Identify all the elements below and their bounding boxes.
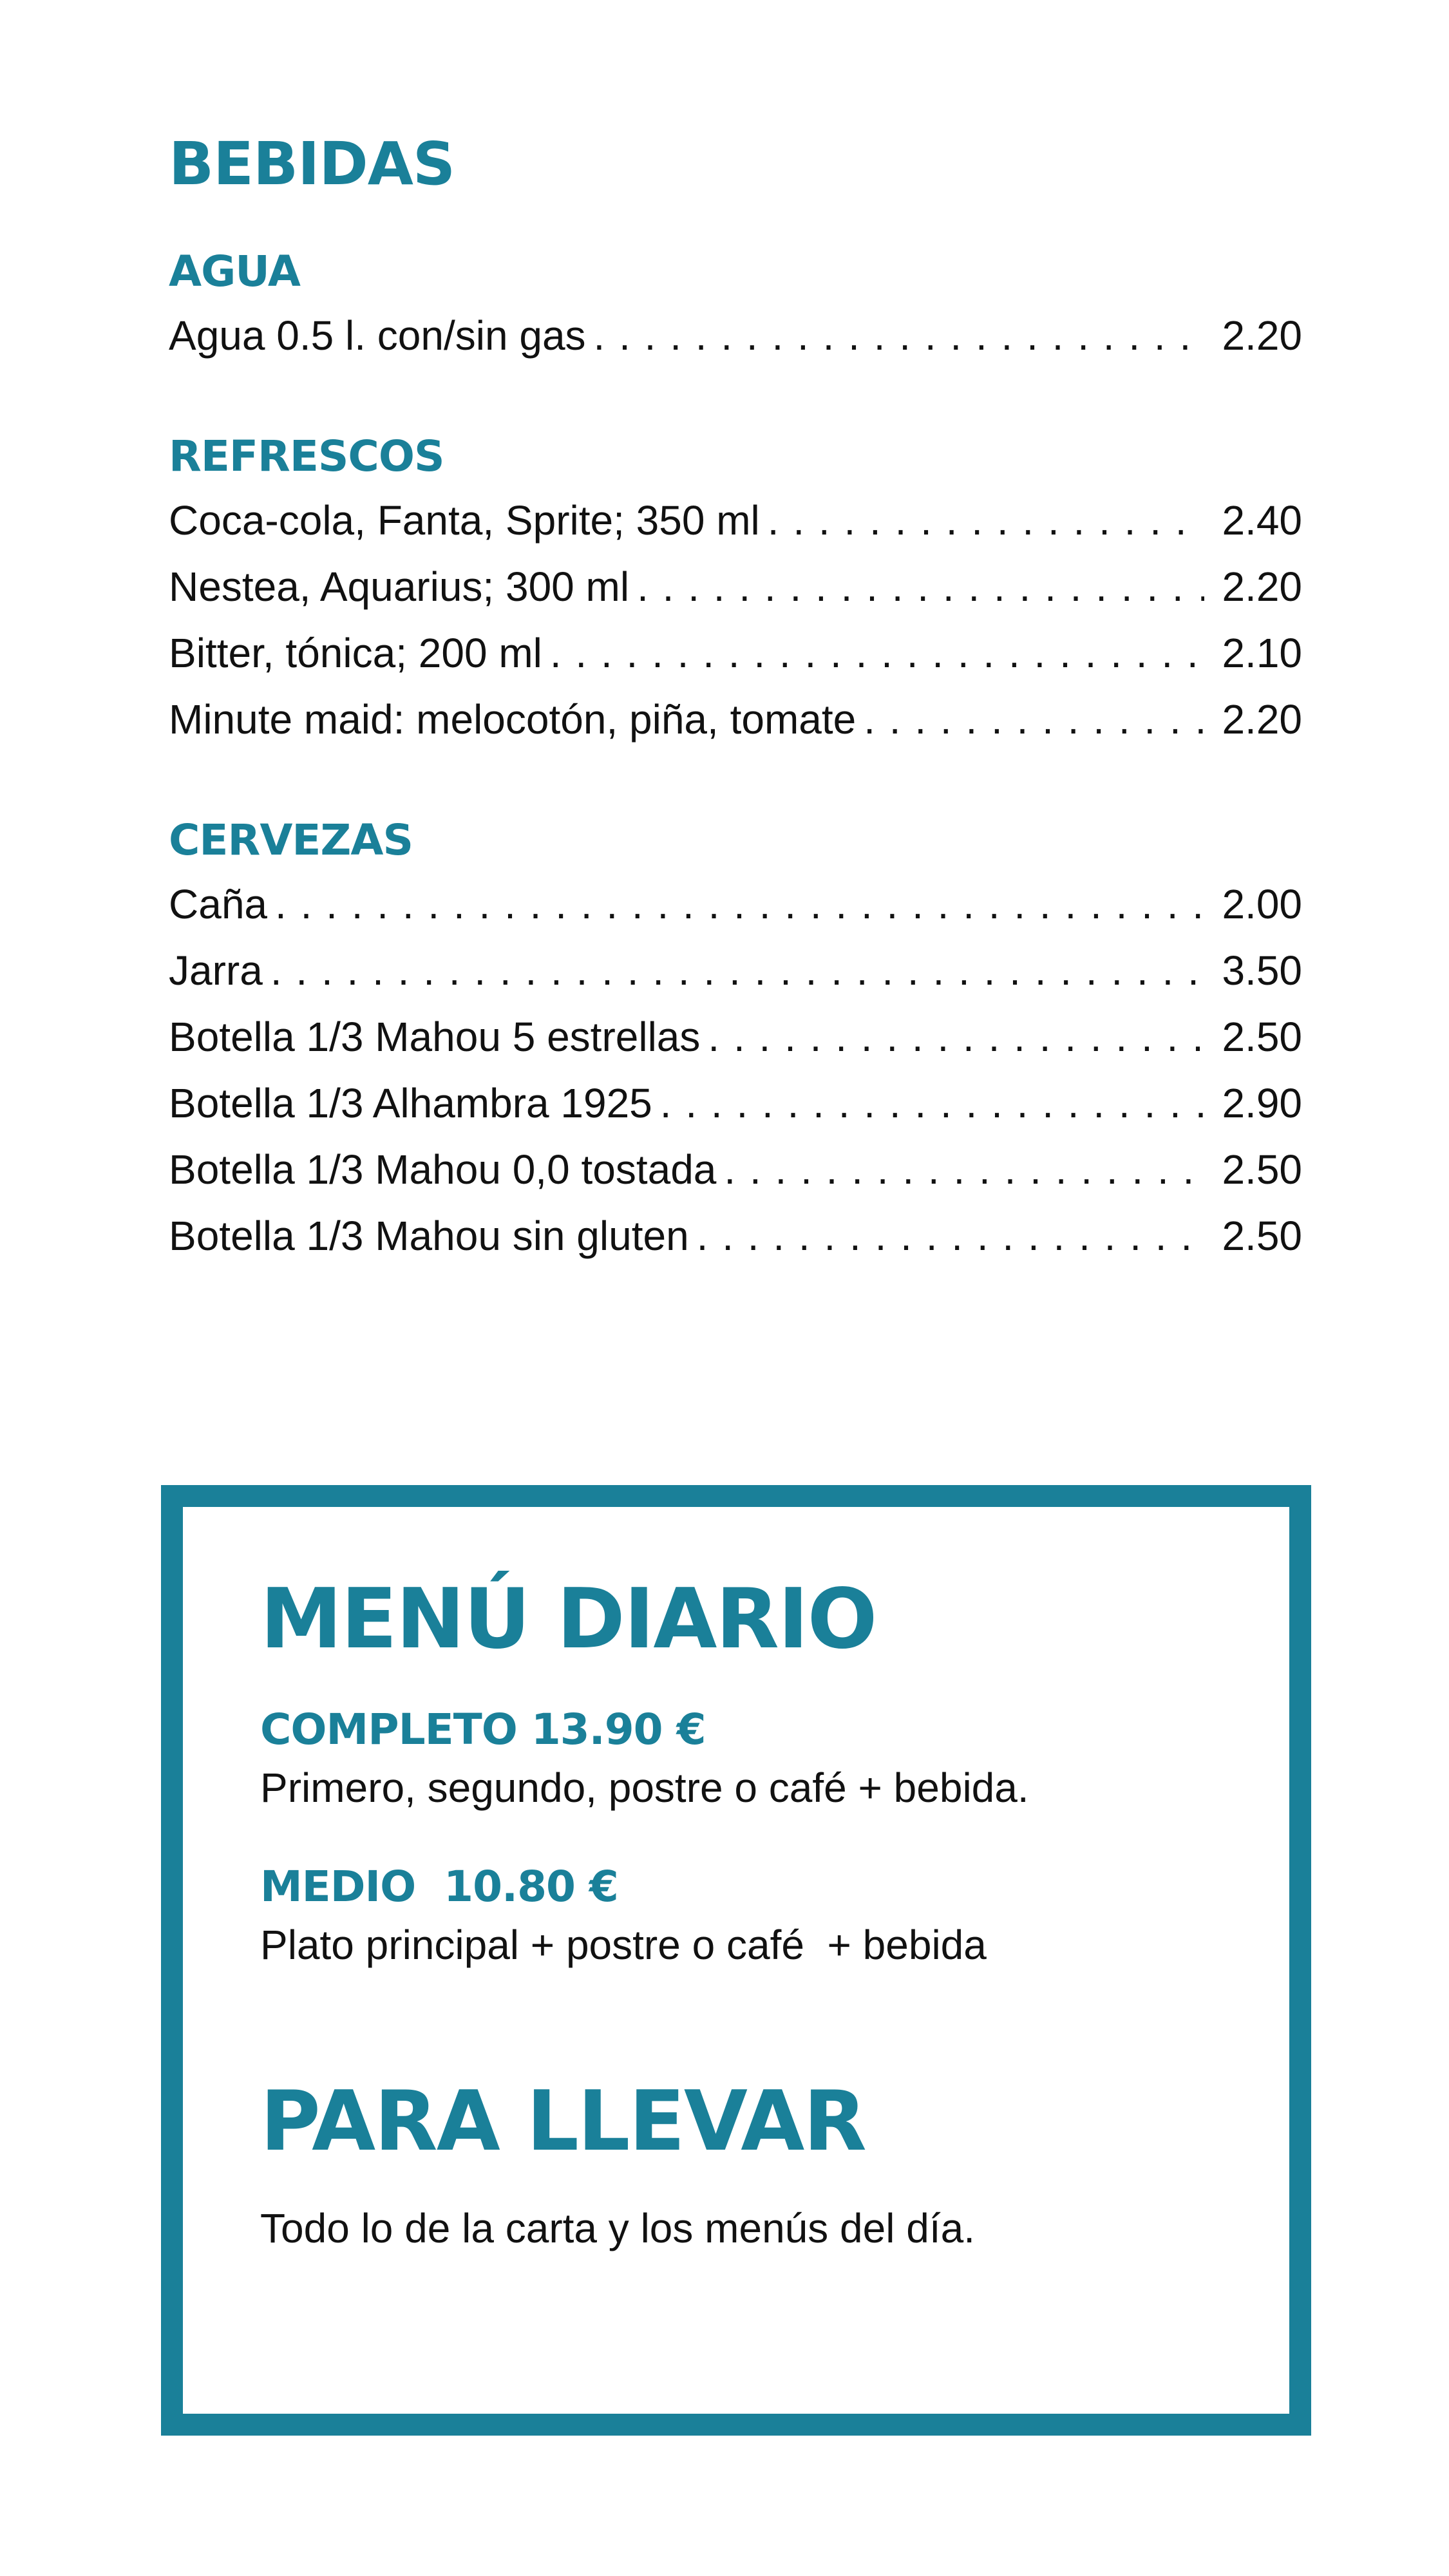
item-name: Botella 1/3 Alhambra 1925 — [169, 1080, 652, 1126]
dot-leader — [864, 687, 1204, 753]
dot-leader — [708, 1004, 1204, 1070]
completo-description: Primero, segundo, postre o café + bebida. — [260, 1765, 1029, 1811]
item-name: Botella 1/3 Mahou sin gluten — [169, 1213, 689, 1259]
menu-diario-box — [161, 1485, 1311, 2436]
item-price: 2.00 — [1222, 881, 1302, 927]
dot-leader — [275, 871, 1204, 938]
dot-leader — [550, 620, 1204, 687]
refrescos-title: REFRESCOS — [169, 431, 444, 481]
item-price: 2.20 — [1222, 564, 1302, 610]
item-name: Jarra — [169, 947, 263, 994]
item-name: Nestea, Aquarius; 300 ml — [169, 564, 630, 610]
item-price: 2.20 — [1222, 312, 1302, 359]
item-name: Botella 1/3 Mahou 0,0 tostada — [169, 1146, 717, 1193]
item-price: 2.10 — [1222, 630, 1302, 676]
dot-leader — [637, 554, 1204, 620]
menu-item — [169, 687, 1302, 753]
item-price: 3.50 — [1222, 947, 1302, 994]
item-name: Caña — [169, 881, 267, 927]
agua-section — [169, 246, 1302, 369]
cervezas-section — [169, 815, 1302, 1269]
medio-description: Plato principal + postre o café + bebida — [260, 1922, 987, 1968]
dot-leader — [270, 938, 1204, 1004]
menu-item — [169, 871, 1302, 938]
completo-label: COMPLETO 13.90 € — [260, 1705, 706, 1754]
item-name: Bitter, tónica; 200 ml — [169, 630, 542, 676]
item-price: 2.50 — [1222, 1146, 1302, 1193]
agua-title: AGUA — [169, 247, 300, 296]
item-price: 2.40 — [1222, 497, 1302, 544]
para-llevar-description: Todo lo de la carta y los menús del día. — [260, 2205, 975, 2251]
dot-leader — [724, 1137, 1204, 1203]
menu-item — [169, 303, 1302, 369]
bebidas-title: BEBIDAS — [169, 129, 455, 198]
menu-item — [169, 1137, 1302, 1203]
item-price: 2.50 — [1222, 1014, 1302, 1060]
item-price: 2.20 — [1222, 696, 1302, 743]
bebidas-section — [169, 129, 1302, 1269]
para-llevar-title: PARA LLEVAR — [260, 2074, 866, 2170]
item-price: 2.90 — [1222, 1080, 1302, 1126]
item-name: Minute maid: melocotón, piña, tomate — [169, 696, 857, 743]
dot-leader — [768, 488, 1204, 554]
menu-item — [169, 938, 1302, 1004]
menu-item — [169, 1004, 1302, 1070]
item-name: Agua 0.5 l. con/sin gas — [169, 312, 586, 359]
refrescos-section — [169, 431, 1302, 753]
menu-diario-title: MENÚ DIARIO — [260, 1571, 876, 1667]
dot-leader — [660, 1070, 1204, 1137]
menu-item — [169, 620, 1302, 687]
item-name: Botella 1/3 Mahou 5 estrellas — [169, 1014, 701, 1060]
menu-item — [169, 554, 1302, 620]
item-price: 2.50 — [1222, 1213, 1302, 1259]
menu-diario-content — [260, 1571, 1238, 2260]
item-name: Coca-cola, Fanta, Sprite; 350 ml — [169, 497, 760, 544]
medio-label: MEDIO 10.80 € — [260, 1862, 618, 1911]
dot-leader — [594, 303, 1204, 369]
menu-item — [169, 1070, 1302, 1137]
cervezas-title: CERVEZAS — [169, 815, 413, 865]
menu-item — [169, 1203, 1302, 1269]
menu-item — [169, 488, 1302, 554]
dot-leader — [697, 1203, 1204, 1269]
